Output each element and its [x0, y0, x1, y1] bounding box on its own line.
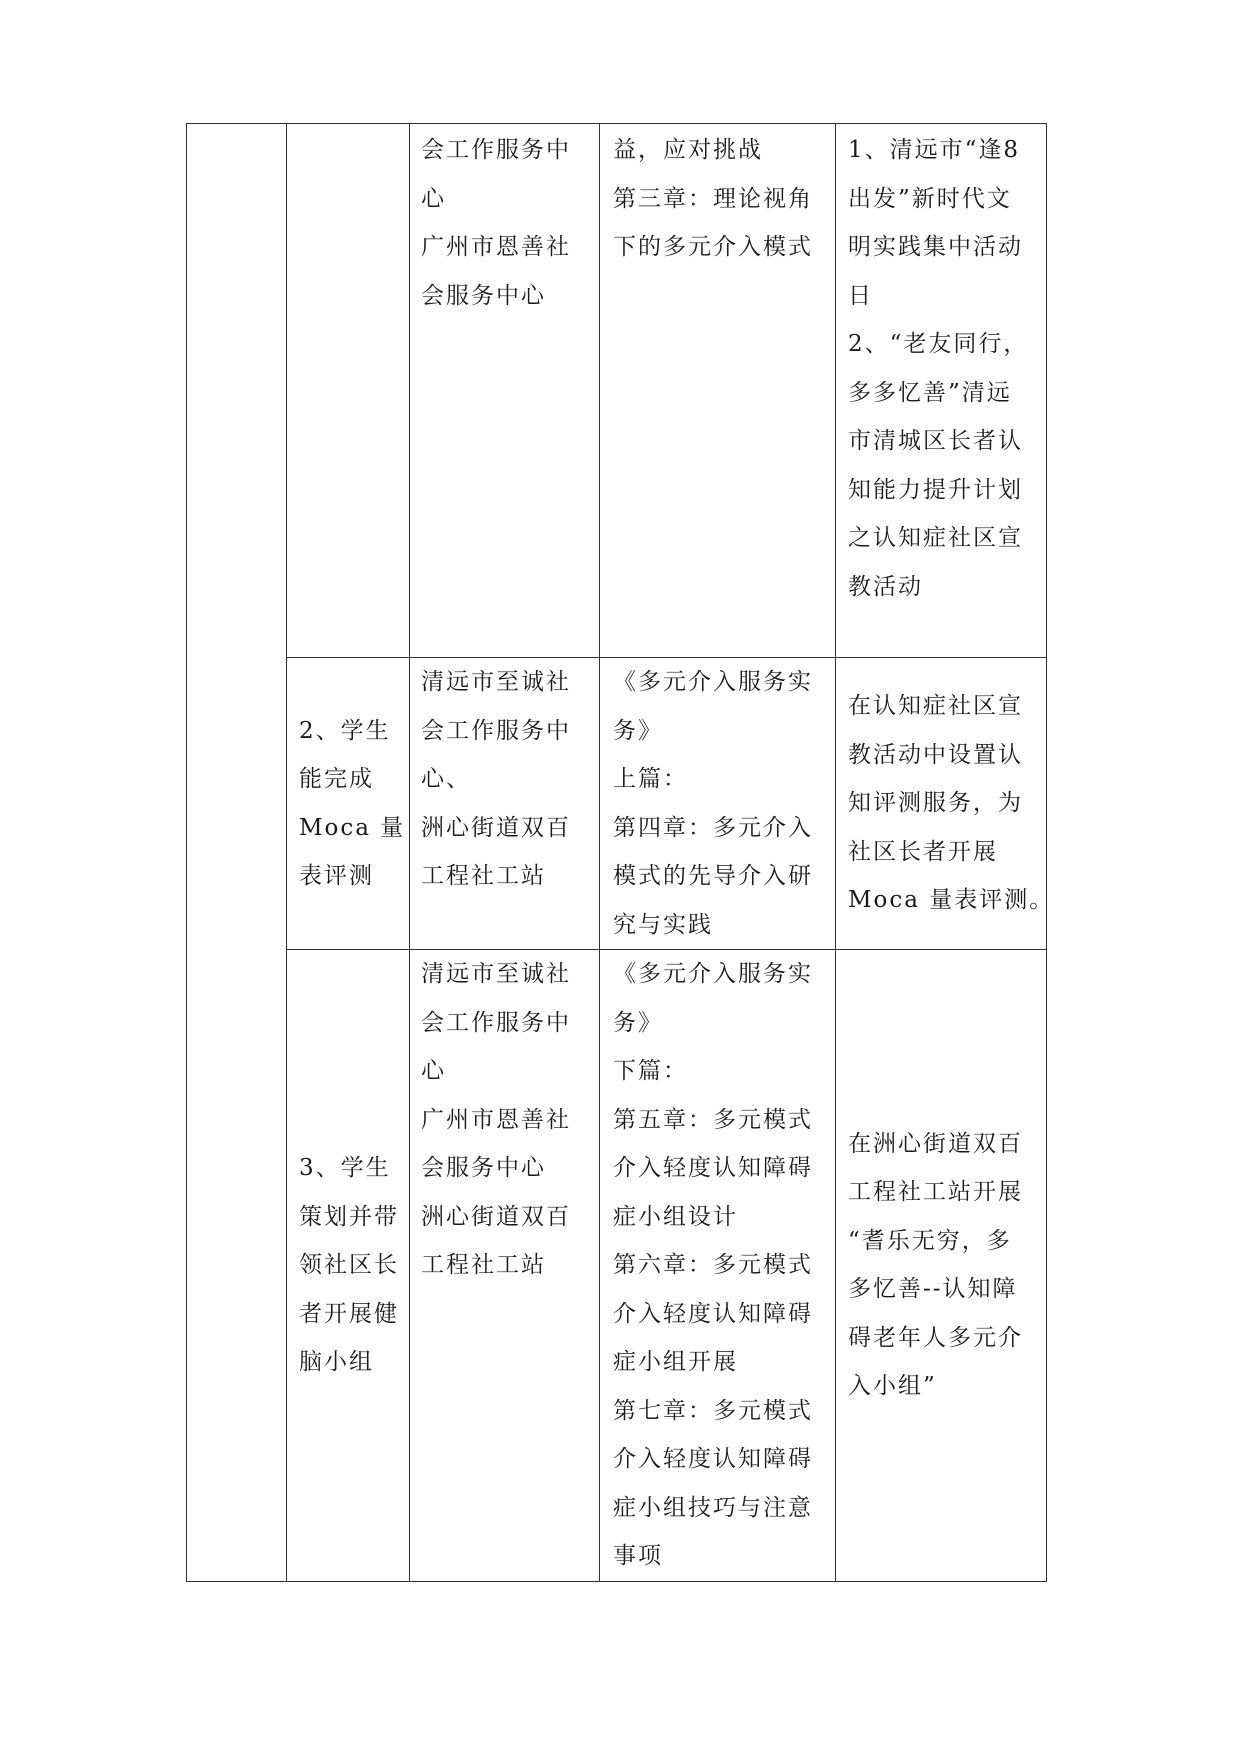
text-line: 1、清远市“逢8 [848, 137, 1021, 163]
text-line: “耆乐无穷，多 [848, 1227, 1012, 1254]
text-line: Moca 量表评测。 [848, 887, 1055, 914]
content-cell [600, 950, 836, 1582]
merged-category-cell [187, 124, 287, 1582]
text-line: 市清城区长者认 [848, 428, 1023, 454]
objective-cell [287, 124, 410, 658]
text-line: 者开展健 [299, 1300, 399, 1327]
text-line: 领社区长 [299, 1252, 399, 1278]
text-line: 洲心街道双百 [421, 1203, 571, 1230]
text-line: 《多元介入服务实 [613, 961, 813, 987]
text-line: 介入轻度认知障碍 [613, 1446, 813, 1472]
text-line: 知评测服务，为 [848, 790, 1023, 817]
text-line: 多忆善--认知障 [848, 1276, 1018, 1303]
text-line: 心、 [421, 766, 471, 792]
text-line: 教活动 [848, 573, 923, 600]
activity-cell [836, 124, 1047, 658]
text-line: 模式的先导介入研 [613, 863, 813, 889]
text-line: 会服务中心 [421, 1155, 546, 1181]
text-line: 能完成 [299, 766, 374, 792]
objective-cell [287, 658, 410, 950]
text-line: 之认知症社区宣 [848, 525, 1023, 551]
text-line: 2、学生 [299, 717, 391, 744]
organization-cell [410, 124, 600, 658]
text-line: 工程社工站开展 [848, 1179, 1023, 1206]
text-line: 多多忆善”清远 [848, 379, 1012, 406]
table-row [187, 658, 1047, 950]
text-line: 清远市至诚社 [421, 669, 571, 695]
text-line: 表评测 [299, 863, 374, 889]
activity-cell [836, 658, 1055, 950]
text-line: 3、学生 [299, 1155, 391, 1181]
text-line: 心 [421, 1058, 446, 1084]
text-line: 脑小组 [299, 1349, 374, 1375]
text-line: 入小组” [848, 1373, 937, 1400]
text-line: 出发”新时代文 [848, 185, 1012, 212]
course-table [186, 123, 1055, 1582]
text-line: 会工作服务中 [421, 137, 571, 163]
text-line: 介入轻度认知障碍 [613, 1300, 813, 1327]
text-line: 在洲心街道双百 [848, 1130, 1023, 1157]
text-line: 会工作服务中 [421, 1009, 571, 1036]
text-line: 第六章：多元模式 [613, 1252, 813, 1278]
text-line: 务》 [613, 1009, 663, 1036]
content-cell [600, 124, 836, 658]
text-line: 社区长者开展 [848, 838, 998, 865]
text-line: 《多元介入服务实 [613, 669, 813, 695]
text-line: 在认知症社区宣 [848, 693, 1023, 720]
text-line: 下的多元介入模式 [613, 234, 813, 260]
text-line: 第七章：多元模式 [613, 1397, 813, 1424]
text-line: 务》 [613, 717, 663, 744]
organization-cell [410, 950, 600, 1582]
text-line: 知能力提升计划 [848, 476, 1023, 503]
text-line: 会服务中心 [421, 282, 546, 309]
text-line: 广州市恩善社 [421, 1106, 571, 1133]
text-line: 策划并带 [299, 1203, 399, 1230]
text-line: 教活动中设置认 [848, 741, 1023, 768]
text-line: 症小组设计 [613, 1203, 738, 1230]
content-cell [600, 658, 836, 950]
text-line: Moca 量 [299, 814, 406, 841]
objective-cell [287, 950, 410, 1582]
text-line: 益，应对挑战 [613, 137, 763, 163]
text-line: 洲心街道双百 [421, 814, 571, 841]
text-line: 碍老年人多元介 [848, 1324, 1023, 1351]
text-line: 下篇： [613, 1058, 688, 1084]
text-line: 第四章：多元介入 [613, 814, 813, 841]
organization-cell [410, 658, 600, 950]
text-line: 第五章：多元模式 [613, 1106, 813, 1133]
table-row [187, 124, 1047, 658]
text-line: 工程社工站 [421, 1252, 546, 1278]
text-line: 症小组技巧与注意 [613, 1494, 813, 1521]
text-line: 明实践集中活动 [848, 234, 1023, 260]
text-line: 日 [848, 282, 873, 309]
text-line: 症小组开展 [613, 1349, 738, 1375]
text-line: 介入轻度认知障碍 [613, 1155, 813, 1181]
text-line: 事项 [613, 1543, 663, 1569]
text-line: 广州市恩善社 [421, 234, 571, 260]
activity-cell [836, 950, 1047, 1582]
text-line: 第三章：理论视角 [613, 185, 813, 212]
text-line: 会工作服务中 [421, 717, 571, 744]
text-line: 清远市至诚社 [421, 961, 571, 987]
text-line: 工程社工站 [421, 863, 546, 889]
text-line: 心 [421, 185, 446, 212]
table-row [187, 950, 1047, 1582]
text-line: 2、“老友同行， [848, 331, 1029, 357]
text-line: 上篇： [613, 766, 688, 792]
text-line: 究与实践 [613, 911, 713, 938]
